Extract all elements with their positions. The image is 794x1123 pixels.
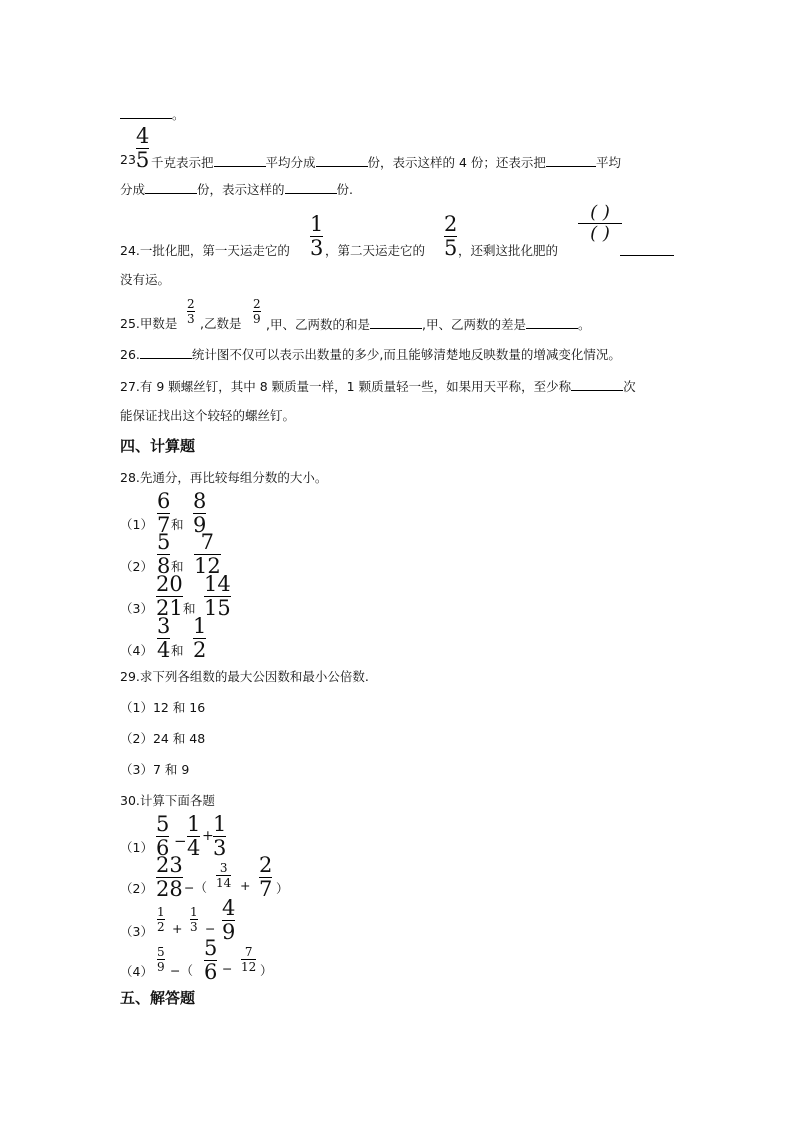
question-24-b: ，第二天运走它的 bbox=[325, 243, 426, 258]
question-27-line1: 27.有 9 颗螺丝钉，其中 8 颗质量一样，1 颗质量轻一些，如果用天平称，至少称 次 bbox=[120, 376, 636, 395]
fraction: 20 21 bbox=[156, 572, 183, 620]
answer-blank[interactable] bbox=[370, 314, 422, 329]
question-29-title: 29.求下列各组数的最大公因数和最小公倍数. bbox=[120, 669, 369, 684]
item-label: （4） bbox=[120, 643, 153, 658]
section-heading: 五、解答题 bbox=[120, 989, 196, 1007]
operator: + bbox=[240, 878, 251, 893]
fraction: 23 28 bbox=[156, 853, 183, 901]
answer-blank[interactable] bbox=[120, 104, 172, 119]
fraction: 1 4 bbox=[187, 812, 201, 860]
operator: ） bbox=[276, 881, 289, 896]
question-28-title: 28.先通分，再比较每组分数的大小。 bbox=[120, 470, 328, 485]
fraction: 3 14 bbox=[216, 861, 232, 890]
fraction: 5 6 bbox=[204, 936, 218, 984]
fraction: 3 4 bbox=[157, 614, 171, 662]
fraction: 4 5 bbox=[136, 124, 150, 172]
item-label: （2） bbox=[120, 559, 153, 574]
answer-blank[interactable] bbox=[620, 241, 674, 259]
operator: + bbox=[202, 828, 214, 844]
and-text: 和 bbox=[171, 643, 184, 658]
item-label: （3） bbox=[120, 924, 153, 939]
item-label: （2） bbox=[120, 881, 153, 896]
question-30-title: 30.计算下面各题 bbox=[120, 793, 215, 808]
fraction: 7 12 bbox=[241, 945, 257, 974]
answer-blank[interactable] bbox=[316, 152, 368, 167]
fraction-blank[interactable]: ( ) ( ) bbox=[578, 204, 622, 243]
list-item: （3）7 和 9 bbox=[120, 762, 190, 777]
section-heading: 四、计算题 bbox=[120, 437, 196, 455]
fraction: 5 8 bbox=[157, 530, 171, 578]
answer-blank[interactable] bbox=[546, 152, 596, 167]
answer-blank[interactable] bbox=[140, 344, 192, 359]
answer-blank[interactable] bbox=[571, 376, 623, 391]
question-23-line2: 分成 份，表示这样的 份. bbox=[120, 179, 353, 198]
operator: − bbox=[174, 832, 187, 850]
question-24-d: 没有运。 bbox=[120, 272, 171, 287]
operator: ） bbox=[260, 963, 273, 978]
answer-blank[interactable] bbox=[145, 179, 197, 194]
fraction: 2 9 bbox=[253, 297, 261, 326]
question-23-line1: 千克表示把 平均分成 份，表示这样的 4 份；还表示把 平均 bbox=[151, 152, 621, 171]
fraction: 2 7 bbox=[259, 853, 273, 901]
fraction: 2 3 bbox=[187, 297, 195, 326]
fraction: 1 3 bbox=[213, 812, 227, 860]
fraction: 1 2 bbox=[157, 905, 165, 934]
item-label: （4） bbox=[120, 964, 153, 979]
q22-tail: 。 bbox=[120, 104, 185, 123]
item-label: （3） bbox=[120, 601, 153, 616]
item-label: （1） bbox=[120, 840, 153, 855]
fraction: 2 5 bbox=[444, 212, 458, 260]
fraction: 4 9 bbox=[222, 896, 236, 944]
fraction: 1 2 bbox=[193, 614, 207, 662]
list-item: （1）12 和 16 bbox=[120, 700, 206, 715]
fraction: 1 3 bbox=[310, 212, 324, 260]
fraction: 8 9 bbox=[193, 489, 207, 537]
question-25-a: 25.甲数是 bbox=[120, 316, 178, 331]
fraction: 5 9 bbox=[157, 945, 165, 974]
question-27-line2: 能保证找出这个较轻的螺丝钉。 bbox=[120, 408, 296, 423]
operator: −（ bbox=[170, 963, 193, 978]
question-25-b: ,乙数是 bbox=[200, 316, 242, 331]
operator: −（ bbox=[184, 880, 207, 895]
fraction: 1 3 bbox=[190, 905, 198, 934]
and-text: 和 bbox=[183, 601, 196, 616]
answer-blank[interactable] bbox=[526, 314, 578, 329]
and-text: 和 bbox=[171, 517, 184, 532]
question-24-a: 24.一批化肥，第一天运走它的 bbox=[120, 243, 290, 258]
answer-blank[interactable] bbox=[285, 179, 337, 194]
fraction: 6 7 bbox=[157, 489, 171, 537]
fraction: 14 15 bbox=[204, 572, 231, 620]
fraction: 5 6 bbox=[156, 812, 170, 860]
operator: − bbox=[205, 921, 216, 936]
operator: + bbox=[172, 921, 183, 936]
list-item: （2）24 和 48 bbox=[120, 731, 206, 746]
fraction: 7 12 bbox=[194, 530, 221, 578]
question-23-number: 23. bbox=[120, 152, 140, 167]
answer-blank[interactable] bbox=[214, 152, 266, 167]
operator: − bbox=[222, 961, 233, 976]
question-25-c: ,甲、乙两数的和是 ,甲、乙两数的差是 。 bbox=[266, 314, 590, 333]
question-26: 26. 统计图不仅可以表示出数量的多少,而且能够清楚地反映数量的增减变化情况。 bbox=[120, 344, 621, 363]
and-text: 和 bbox=[171, 559, 184, 574]
question-24-c: ，还剩这批化肥的 bbox=[458, 243, 559, 258]
item-label: （1） bbox=[120, 517, 153, 532]
